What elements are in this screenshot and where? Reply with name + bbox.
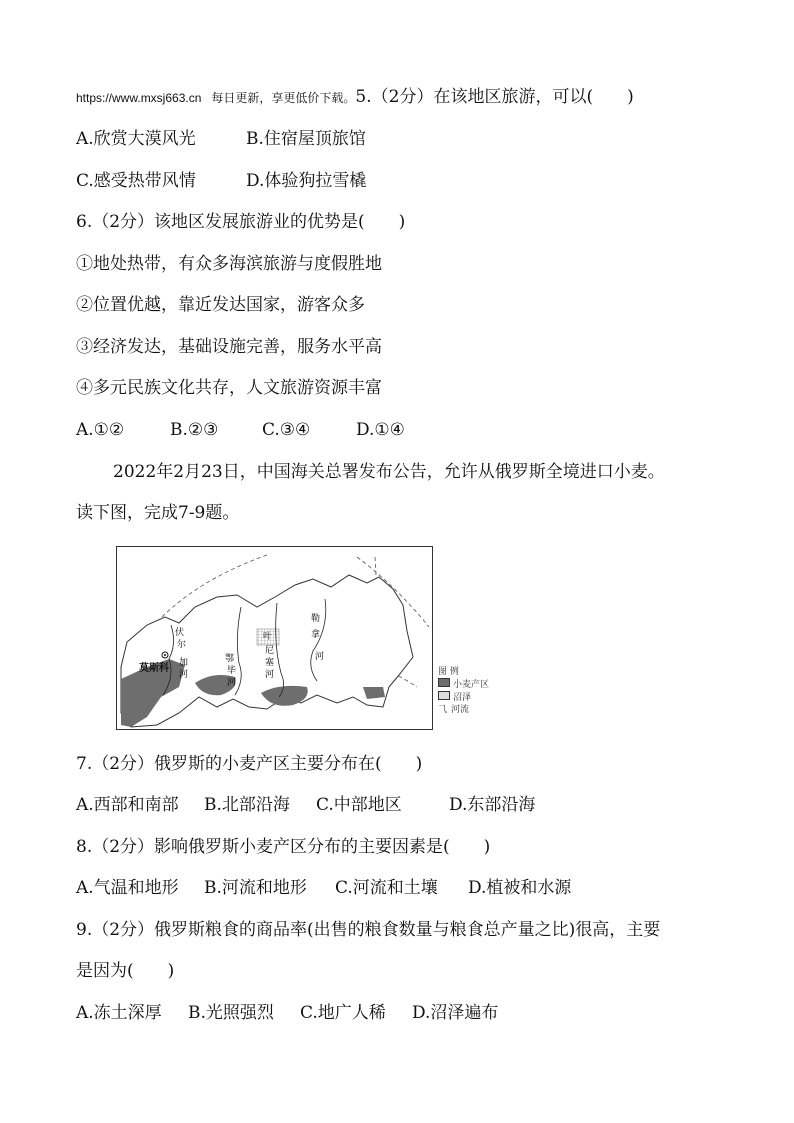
passage-line-1: 2022年2月23日，中国海关总署发布公告，允许从俄罗斯全境进口小麦。 bbox=[113, 462, 665, 482]
map-label-volga-2: 尔 bbox=[177, 640, 187, 650]
header-line bbox=[76, 86, 634, 109]
legend-river-label: 河流 bbox=[451, 705, 470, 715]
map-label-yenisei-1: 叶 bbox=[263, 632, 273, 642]
legend-swamp-row bbox=[438, 691, 489, 704]
q6-item-1: ①地处热带，有众多海滨旅游与度假胜地 bbox=[76, 254, 382, 274]
q6-option-a: A.①② bbox=[76, 420, 125, 440]
legend-swamp-swatch bbox=[438, 691, 450, 700]
q9-option-b: B.光照强烈 bbox=[188, 1003, 274, 1023]
q6-option-d: D.①④ bbox=[356, 420, 405, 440]
map-label-lena-3: 河 bbox=[315, 652, 325, 662]
q9-stem-line-1: 9.（2分）俄罗斯粮食的商品率(出售的粮食数量与粮食总产量之比)很高，主要 bbox=[76, 920, 661, 940]
q7-stem: 7.（2分）俄罗斯的小麦产区主要分布在( ) bbox=[76, 754, 423, 774]
map-label-ob-1: 鄂 bbox=[225, 654, 235, 664]
map-label-volga-1: 伏 bbox=[175, 628, 185, 638]
q9-options bbox=[76, 1002, 498, 1024]
map-label-yenisei-2: 尼 bbox=[265, 646, 275, 656]
watermark-note: 每日更新，享更低价下载。 bbox=[211, 91, 356, 105]
q8-option-a: A.气温和地形 bbox=[76, 878, 179, 898]
map-svg bbox=[117, 547, 432, 729]
map-label-yenisei-4: 河 bbox=[265, 670, 275, 680]
q6-item-4: ④多元民族文化共存，人文旅游资源丰富 bbox=[76, 378, 382, 398]
q5-option-b: B.住宿屋顶旅馆 bbox=[246, 129, 366, 149]
q6-item-3: ③经济发达，基础设施完善，服务水平高 bbox=[76, 337, 382, 357]
map-label-volga-4: 河 bbox=[179, 670, 189, 680]
legend-wheat-label: 小麦产区 bbox=[453, 680, 490, 690]
q5-option-c: C.感受热带风情 bbox=[76, 171, 196, 191]
q5-options-row2 bbox=[76, 170, 366, 192]
q9-option-a: A.冻土深厚 bbox=[76, 1003, 162, 1023]
q7-option-c: C.中部地区 bbox=[316, 795, 402, 815]
map-legend-panel bbox=[438, 666, 489, 716]
q5-option-d: D.体验狗拉雪橇 bbox=[246, 171, 367, 191]
legend-swamp-label: 沼泽 bbox=[453, 693, 472, 703]
map-label-ob-3: 河 bbox=[227, 678, 237, 688]
q7-option-b: B.北部沿海 bbox=[204, 795, 290, 815]
map-moscow-dot bbox=[164, 654, 166, 656]
q9-option-d: D.沼泽遍布 bbox=[412, 1003, 499, 1023]
legend-title-text: 图 例 bbox=[438, 667, 459, 677]
legend-river-row bbox=[438, 704, 489, 716]
map-label-lena-2: 拿 bbox=[311, 630, 321, 640]
q6-stem: 6.（2分）该地区发展旅游业的优势是( ) bbox=[76, 212, 406, 232]
russia-wheat-map bbox=[116, 546, 433, 730]
q6-item-2: ②位置优越，靠近发达国家，游客众多 bbox=[76, 295, 365, 315]
legend-wheat-row bbox=[438, 678, 489, 691]
q8-option-c: C.河流和土壤 bbox=[335, 878, 438, 898]
q6-options bbox=[76, 419, 405, 441]
map-label-lena-1: 勒 bbox=[311, 614, 321, 624]
map-label-ob-2: 毕 bbox=[227, 666, 237, 676]
legend-river-icon: ⺄ bbox=[438, 705, 448, 715]
q7-options bbox=[76, 794, 535, 816]
passage-line-2: 读下图，完成7-9题。 bbox=[76, 503, 240, 523]
q7-option-d: D.东部沿海 bbox=[449, 795, 536, 815]
q8-stem: 8.（2分）影响俄罗斯小麦产区分布的主要因素是( ) bbox=[76, 837, 491, 857]
q5-stem: 5.（2分）在该地区旅游，可以( ) bbox=[355, 87, 634, 107]
q5-option-a: A.欣赏大漠风光 bbox=[76, 129, 196, 149]
map-label-moscow: 莫斯科 bbox=[139, 663, 169, 674]
q6-option-b: B.②③ bbox=[170, 420, 219, 440]
q7-option-a: A.西部和南部 bbox=[76, 795, 179, 815]
q9-stem-line-2: 是因为( ) bbox=[76, 961, 175, 981]
map-label-yenisei-3: 塞 bbox=[265, 658, 275, 668]
legend-wheat-swatch bbox=[438, 678, 450, 687]
q8-options bbox=[76, 877, 571, 899]
watermark-url[interactable]: https://www.mxsj663.cn bbox=[76, 91, 202, 105]
q9-option-c: C.地广人稀 bbox=[300, 1003, 386, 1023]
map-label-volga-3: 加 bbox=[179, 658, 189, 668]
q6-option-c: C.③④ bbox=[262, 420, 311, 440]
q8-option-d: D.植被和水源 bbox=[468, 878, 572, 898]
q5-options-row1 bbox=[76, 128, 366, 150]
q8-option-b: B.河流和地形 bbox=[204, 878, 307, 898]
